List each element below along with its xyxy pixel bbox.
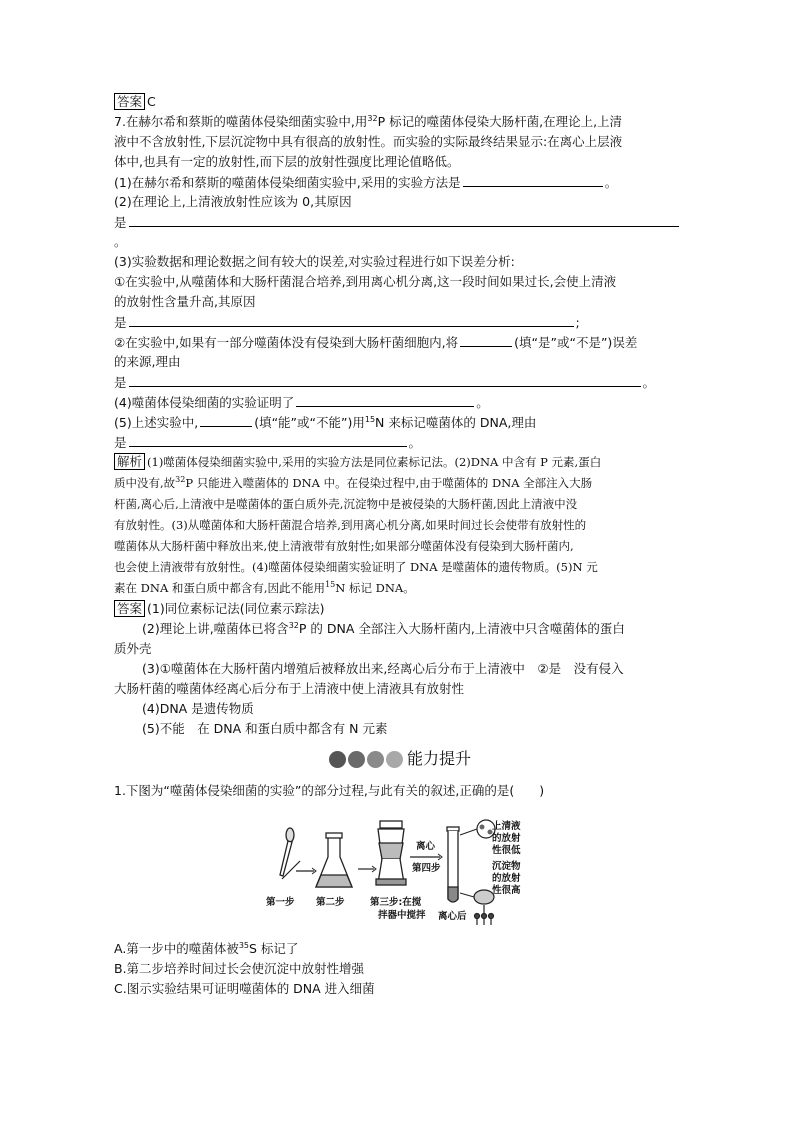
figure-label-step3b: 拌器中搅拌 [378, 910, 426, 921]
q7-sub3a-blank-line [114, 312, 686, 332]
punct: 。 [114, 234, 127, 249]
figure-label-sediment: 沉淀物 [492, 861, 521, 872]
figure-label-supernatant: 的放射 [492, 833, 521, 844]
q7-sub3a-prefix: 是 [114, 315, 127, 330]
punct: 。 [476, 395, 489, 410]
answer-blank[interactable] [129, 432, 407, 447]
phage-icon [480, 825, 485, 830]
superscript: 32 [367, 113, 378, 123]
analysis-line: 杆菌,离心后,上清液中是噬菌体的蛋白质外壳,沉淀物中是被侵染的大肠杆菌,因此上清液中没 [114, 497, 578, 511]
punct: ; [575, 315, 580, 330]
answer-value: C [147, 94, 156, 109]
q7-sub3b-line2: 的来源,理由 [114, 354, 181, 369]
pointer-line [460, 829, 477, 835]
superscript: 35 [238, 940, 249, 950]
section-header [114, 747, 686, 771]
q7-stem-line3: 体中,也具有一定的放射性,而下层的放射性强度比理论值略低。 [114, 154, 460, 169]
answer-blank[interactable] [463, 172, 603, 187]
answer-line: (1)同位素标记法(同位素示踪法) [147, 601, 325, 616]
q7-sub5-prefix: 是 [114, 435, 127, 450]
analysis-line: (1)噬菌体侵染细菌实验中,采用的实验方法是同位素标记法。(2)DNA 中含有 P 元素,蛋白 [147, 455, 602, 469]
answer-blank[interactable] [296, 392, 474, 407]
q7-sub3b-prefix: 是 [114, 375, 127, 390]
q7-stem-line1b: P 标记的噬菌体侵染大肠杆菌,在理论上,上清 [377, 114, 623, 129]
superscript: 15 [325, 580, 336, 590]
answer-blank[interactable] [460, 332, 512, 347]
analysis-tag: 解析 [114, 453, 145, 470]
analysis-text: 素在 DNA 和蛋白质中都含有,因此不能用 [114, 581, 326, 595]
bacteria-icon [474, 890, 494, 904]
q7-sub5-blank-line [114, 432, 686, 452]
figure-label-after-centrifuge: 离心后 [438, 911, 467, 922]
answer-line-2 [114, 619, 686, 639]
figure-label-supernatant: 性很低 [492, 845, 521, 856]
answer-line: (4)DNA 是遗传物质 [142, 701, 254, 716]
q7-sub2: (2)在理论上,上清液放射性应该为 0,其原因 [114, 194, 352, 209]
analysis-line: 有放射性。(3)从噬菌体和大肠杆菌混合培养,到用离心机分离,如果时间过长会使带有放射性的 [114, 518, 587, 532]
q7-sub2-prefix: 是 [114, 215, 127, 230]
figure-label-step1: 第一步 [266, 897, 295, 908]
analysis-block [114, 452, 686, 599]
q7-sub3a-line2: 的放射性含量升高,其原因 [114, 294, 256, 309]
flask-icon [316, 833, 352, 887]
experiment-figure [266, 813, 526, 933]
q7-stem-line2: 液中不含放射性,下层沉淀物中具有很高的放射性。而实验的实际最终结果显示:在离心上层液 [114, 134, 623, 149]
question-7 [114, 112, 686, 452]
analysis-text: N 标记 DNA。 [335, 581, 415, 595]
option-c[interactable]: C.图示实验结果可证明噬菌体的 DNA 进入细菌 [114, 981, 375, 996]
phage-shells-icon [475, 905, 494, 925]
answer-text: (2)理论上讲,噬菌体已将含 [142, 621, 289, 636]
decorative-dot-icon [329, 751, 346, 768]
figure-label-sediment: 性很高 [492, 885, 521, 896]
superscript: 32 [288, 620, 299, 630]
option-a[interactable] [114, 939, 686, 959]
q7-sub3b-blank-line [114, 372, 686, 392]
answer-blank[interactable] [129, 312, 574, 327]
q7-sub3b-text: ②在实验中,如果有一部分噬菌体没有侵染到大肠杆菌细胞内,将 [114, 335, 459, 350]
answer-6 [114, 92, 686, 112]
superscript: 32 [175, 475, 186, 485]
q7-sub5-hint: (填“能”或“不能”)用 [254, 415, 365, 430]
answer-line: (5)不能 在 DNA 和蛋白质中都含有 N 元素 [142, 721, 388, 736]
q7-sub3b-hint: (填“是”或“不是”)误差 [514, 335, 638, 350]
answer-line: 质外壳 [114, 641, 152, 656]
superscript: 15 [364, 414, 376, 424]
q7-sub1 [114, 172, 686, 192]
decorative-dot-icon [386, 751, 403, 768]
answer-7 [114, 599, 686, 739]
q7-sub5-text: (5)上述实验中, [114, 415, 199, 430]
figure-label-sediment: 的放射 [492, 873, 521, 884]
analysis-text: P 只能进入噬菌体的 DNA 中。在侵染过程中,由于噬菌体的 DNA 全部注入大肠 [185, 476, 593, 490]
figure-label-step4: 第四步 [412, 863, 441, 874]
pointer-line [460, 893, 474, 897]
option-text: A.第一步中的噬菌体被 [114, 941, 239, 956]
q7-sub3b-line1 [114, 332, 686, 352]
q7-stem-line1: 7.在赫尔希和蔡斯的噬菌体侵染细菌实验中,用 [114, 114, 368, 129]
option-b[interactable]: B.第二步培养时间过长会使沉淀中放射性增强 [114, 961, 365, 976]
figure-label-supernatant: 上清液 [492, 821, 521, 832]
decorative-dot-icon [348, 751, 365, 768]
document-page [114, 92, 686, 999]
analysis-line-2 [114, 473, 686, 494]
blender-icon [376, 821, 406, 885]
answer-blank[interactable] [129, 212, 679, 227]
q7-sub3a-line1: ①在实验中,从噬菌体和大肠杆菌混合培养,到用离心机分离,这一段时间如果过长,会使上清液 [114, 274, 617, 289]
punct: 。 [604, 175, 618, 190]
question-1 [114, 781, 686, 999]
answer-line: (3)①噬菌体在大肠杆菌内增殖后被释放出来,经离心后分布于上清液中 ②是 没有侵入 [142, 661, 624, 676]
q7-sub4-text: (4)噬菌体侵染细菌的实验证明了 [114, 395, 295, 410]
answer-blank[interactable] [200, 412, 252, 427]
section-title: 能力提升 [406, 749, 471, 768]
answer-blank[interactable] [129, 372, 641, 387]
answer-text: P 的 DNA 全部注入大肠杆菌内,上清液中只含噬菌体的蛋白 [298, 621, 625, 636]
answer-line: 大肠杆菌的噬菌体经离心后分布于上清液中使上清液具有放射性 [114, 681, 465, 696]
decorative-dot-icon [367, 751, 384, 768]
analysis-line: 也会使上清液带有放射性。(4)噬菌体侵染细菌实验证明了 DNA 是噬菌体的遗传物质。(5)N 元 [114, 560, 598, 574]
analysis-line-7 [114, 578, 686, 599]
q7-sub5-text2: N 来标记噬菌体的 DNA,理由 [375, 415, 537, 430]
answer-tag: 答案 [114, 600, 145, 617]
test-tube-icon [447, 827, 459, 902]
punct: 。 [408, 435, 422, 450]
q7-sub2-blank-line [114, 212, 686, 232]
figure-label-step2: 第二步 [316, 897, 345, 908]
figure-label-centrifuge: 离心 [416, 841, 436, 852]
q7-sub1-text: (1)在赫尔希和蔡斯的噬菌体侵染细菌实验中,采用的实验方法是 [114, 175, 461, 190]
option-text: S 标记了 [249, 941, 299, 956]
analysis-text: 质中没有,故 [114, 476, 176, 490]
q1-stem: 1.下图为“噬菌体侵染细菌的实验”的部分过程,与此有关的叙述,正确的是( ) [114, 783, 545, 798]
analysis-line: 噬菌体从大肠杆菌中释放出来,使上清液带有放射性;如果部分噬菌体没有侵染到大肠杆菌内, [114, 539, 574, 553]
answer-tag: 答案 [114, 93, 145, 110]
punct: 。 [642, 375, 656, 390]
q7-sub5 [114, 412, 686, 432]
q7-sub4 [114, 392, 686, 412]
figure-label-step3: 第三步:在搅 [370, 897, 422, 908]
q7-sub3: (3)实验数据和理论数据之间有较大的误差,对实验过程进行如下误差分析: [114, 254, 515, 269]
